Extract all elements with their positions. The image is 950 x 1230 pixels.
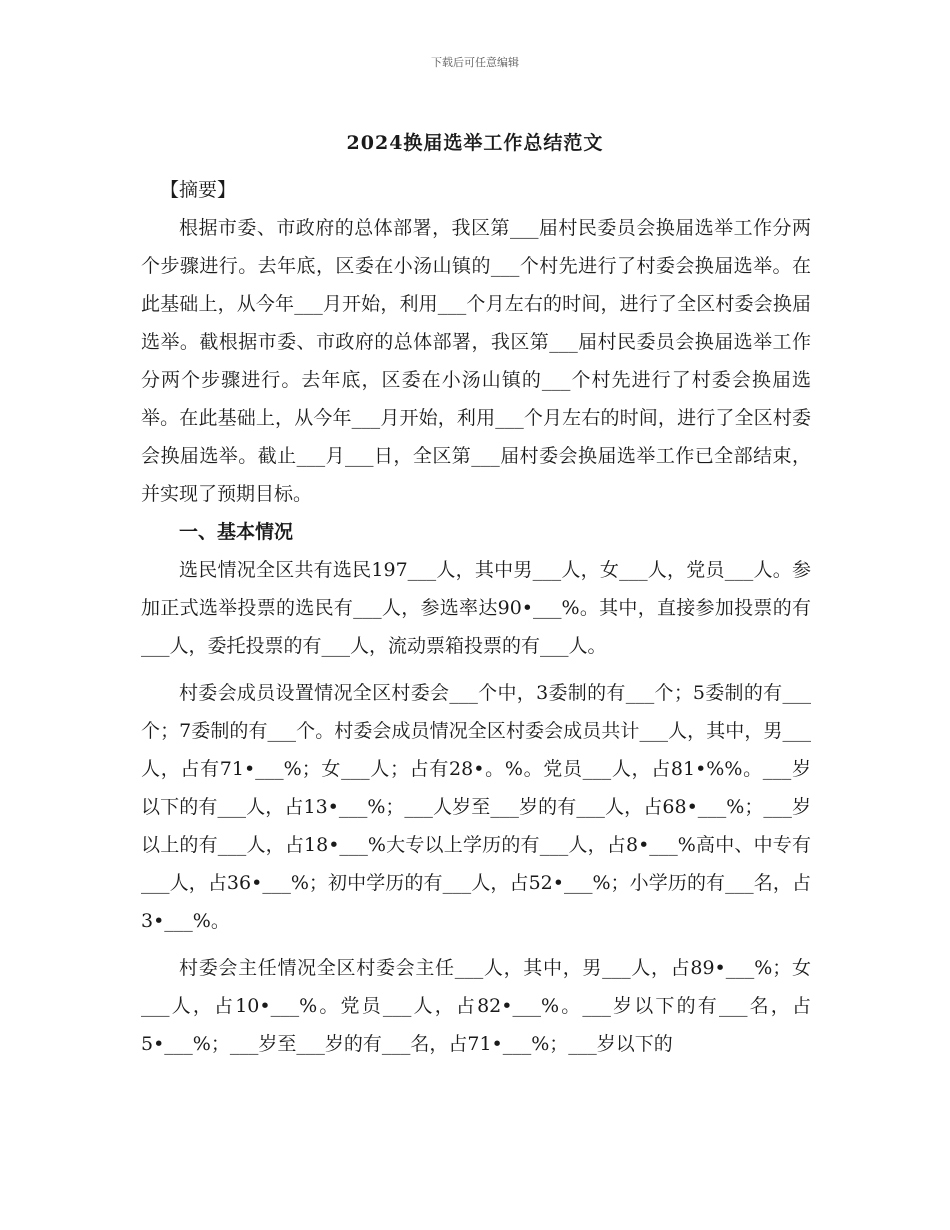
document-body bbox=[141, 171, 811, 1063]
document-title: 2024换届选举工作总结范文 bbox=[346, 132, 604, 154]
paragraph-voters: 选民情况全区共有选民197___人，其中男___人，女___人，党员___人。参加正式选举投票的选民有___人，参选率达90•___%。其中，直接参加投票的有___人，委托投票的有___人，流动票箱投票的有___人。 bbox=[141, 559, 811, 657]
abstract-label: 【摘要】 bbox=[160, 179, 237, 201]
paragraph-committee-directors: 村委会主任情况全区村委会主任___人，其中，男___人，占89•___%；女___人，占10•___%。党员___人，占82•___%。___岁以下的有___名，占5•___%；___岁至___岁的有___名，占71•___%；___岁以下的 bbox=[141, 957, 811, 1055]
paragraph-committee-members: 村委会成员设置情况全区村委会___个中，3委制的有___个；5委制的有___个；7委制的有___个。村委会成员情况全区村委会成员共计___人，其中，男___人，占有71•___%；女___人；占有28•。%。党员___人，占81•%%。___岁以下的有___人，占13•___%；___人岁至___岁的有___人，占68•___%；___岁以上的有___人，占18•___%大专以上学历的有___人，占8•___%高中、中专有___人，占36•___%；初中学历的有___人，占52•___%；小学历的有___名，占3•___%。 bbox=[141, 682, 811, 932]
section-heading-basic: 一、基本情况 bbox=[179, 521, 294, 543]
abstract-paragraph: 根据市委、市政府的总体部署，我区第___届村民委员会换届选举工作分两个步骤进行。去年底，区委在小汤山镇的___个村先进行了村委会换届选举。在此基础上，从今年___月开始，利用___个月左右的时间，进行了全区村委会换届选举。截根据市委、市政府的总体部署，我区第___届村民委员会换届选举工作分两个步骤进行。去年底，区委在小汤山镇的___个村先进行了村委会换届选举。在此基础上，从今年___月开始，利用___个月左右的时间，进行了全区村委会换届选举。截止___月___日，全区第___届村委会换届选举工作已全部结束，并实现了预期目标。 bbox=[141, 217, 811, 505]
header-note: 下载后可任意编辑 bbox=[431, 56, 519, 69]
